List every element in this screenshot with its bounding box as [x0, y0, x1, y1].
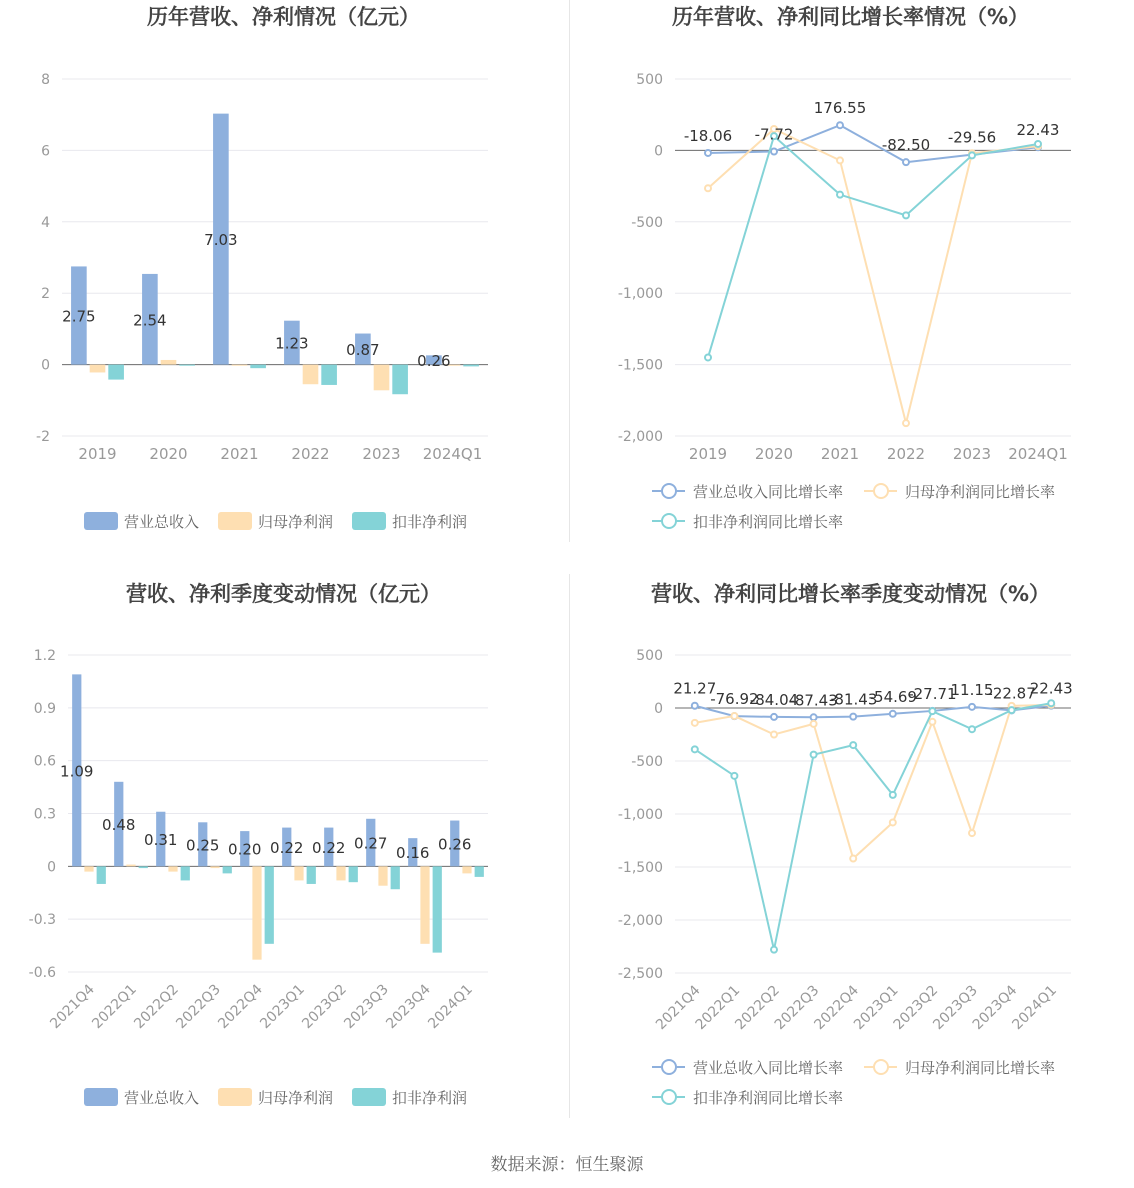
- bar: [475, 866, 484, 877]
- y-tick-label: 2: [41, 286, 50, 303]
- y-tick-label: 0: [47, 859, 56, 876]
- data-point: [969, 830, 975, 836]
- data-label: -29.56: [947, 128, 997, 147]
- data-label: -76.92: [710, 690, 759, 709]
- chart-svg: [567, 576, 1134, 1131]
- x-tick-label: 2022Q2: [131, 981, 182, 1033]
- data-label: -27.71: [908, 684, 957, 703]
- chart-title: 营收、净利季度变动情况（亿元）: [126, 582, 441, 606]
- data-point: [890, 819, 896, 825]
- x-tick-label: 2022Q1: [89, 981, 140, 1033]
- data-point: [771, 732, 777, 738]
- y-tick-label: -1,000: [617, 807, 663, 823]
- y-tick-label: -500: [631, 214, 663, 231]
- legend-label: 归母净利润: [258, 1089, 334, 1107]
- y-tick-label: -0.3: [28, 912, 56, 929]
- bar: [223, 866, 232, 873]
- x-tick-label: 2023: [362, 445, 401, 463]
- series-line: [708, 136, 1038, 357]
- data-label: 7.03: [204, 231, 238, 250]
- bar: [210, 866, 219, 868]
- legend-marker: [662, 514, 676, 528]
- data-label: -87.43: [789, 691, 838, 710]
- data-source-note: 数据来源：恒生聚源: [490, 1155, 644, 1175]
- bar: [433, 866, 442, 952]
- legend-marker: [874, 484, 888, 498]
- data-point: [969, 726, 975, 732]
- bar: [139, 866, 148, 868]
- legend-marker: [662, 484, 676, 498]
- y-tick-label: 0: [41, 357, 50, 374]
- data-label: 0.25: [186, 836, 220, 855]
- data-label: 0.16: [396, 844, 430, 863]
- data-label: 22.43: [1016, 121, 1060, 140]
- annual-revenue-profit-panel: [0, 0, 567, 560]
- panel-divider: [569, 574, 570, 1118]
- x-tick-label: 2022: [291, 445, 330, 463]
- x-tick-label: 2023Q3: [341, 981, 392, 1033]
- data-point: [837, 192, 843, 198]
- bar: [250, 365, 266, 369]
- chart-title: 历年营收、净利同比增长率情况（%）: [671, 5, 1030, 29]
- x-tick-label: 2023Q1: [851, 982, 902, 1034]
- bar: [181, 866, 190, 880]
- bar: [391, 866, 400, 889]
- x-tick-label: 2024Q1: [1009, 982, 1061, 1034]
- data-label: 11.15: [950, 680, 994, 699]
- data-label: 176.55: [813, 99, 867, 118]
- data-label: 2.54: [133, 311, 167, 330]
- x-tick-label: 2019: [688, 445, 728, 463]
- bar: [420, 866, 429, 943]
- data-point: [705, 150, 711, 156]
- y-tick-label: 0.3: [33, 806, 56, 823]
- bar: [126, 865, 135, 867]
- data-point: [850, 742, 856, 748]
- data-point: [692, 720, 698, 726]
- bar: [90, 365, 106, 373]
- data-label: -7.72: [754, 125, 794, 144]
- bar: [378, 866, 387, 885]
- data-point: [771, 947, 777, 953]
- y-tick-label: -2,500: [617, 966, 663, 982]
- legend-label: 营业总收入同比增长率: [693, 1059, 844, 1077]
- x-tick-label: 2023Q4: [969, 982, 1021, 1034]
- chart-svg: [0, 0, 567, 560]
- quarterly-revenue-profit-panel: [0, 576, 567, 1131]
- data-point: [731, 773, 737, 779]
- data-label: 2.75: [62, 307, 96, 326]
- x-tick-label: 2021: [820, 445, 860, 463]
- data-point: [1009, 707, 1015, 713]
- y-tick-label: -2,000: [617, 913, 663, 929]
- y-tick-label: 500: [636, 72, 663, 88]
- legend-label: 归母净利润: [258, 513, 334, 531]
- legend-label: 扣非净利润同比增长率: [693, 513, 844, 531]
- data-point: [1048, 700, 1054, 706]
- series-line: [708, 129, 1038, 423]
- x-tick-label: 2023Q2: [890, 982, 942, 1034]
- legend-swatch: [352, 512, 386, 530]
- x-tick-label: 2024Q1: [422, 445, 483, 463]
- legend-marker: [662, 1060, 676, 1074]
- x-tick-label: 2023Q3: [930, 982, 981, 1034]
- data-label: -22.87: [987, 684, 1036, 703]
- x-tick-label: 2020: [149, 445, 188, 463]
- y-tick-label: -1,000: [617, 286, 663, 303]
- data-label: 0.26: [417, 351, 451, 370]
- bar: [374, 365, 390, 391]
- x-tick-label: 2021Q4: [47, 981, 98, 1033]
- data-label: 0.26: [438, 835, 472, 854]
- legend-label: 扣非净利润: [392, 1089, 468, 1107]
- chart-title: 历年营收、净利情况（亿元）: [147, 5, 420, 29]
- data-point: [890, 711, 896, 717]
- data-label: -54.69: [868, 687, 917, 706]
- data-label: -18.06: [683, 126, 733, 145]
- legend-swatch: [218, 512, 252, 530]
- x-tick-label: 2023Q2: [299, 981, 350, 1033]
- data-point: [850, 856, 856, 862]
- x-tick-label: 2022Q3: [173, 981, 224, 1033]
- data-label: 1.09: [60, 762, 94, 781]
- y-tick-label: -0.6: [28, 965, 56, 981]
- bar: [168, 866, 177, 871]
- y-tick-label: 8: [41, 72, 50, 88]
- x-tick-label: 2021Q4: [653, 982, 704, 1034]
- chart-title: 营收、净利同比增长率季度变动情况（%）: [650, 582, 1051, 606]
- x-tick-label: 2024Q1: [425, 981, 476, 1033]
- data-point: [692, 703, 698, 709]
- series-line: [695, 703, 1051, 949]
- bar: [179, 365, 195, 366]
- data-label: 22.43: [1029, 679, 1073, 698]
- chart-svg: [0, 576, 567, 1131]
- x-tick-label: 2022Q1: [692, 982, 744, 1034]
- legend-swatch: [84, 1088, 118, 1106]
- legend-swatch: [352, 1088, 386, 1106]
- chart-svg: [567, 0, 1134, 560]
- data-point: [850, 714, 856, 720]
- data-point: [692, 746, 698, 752]
- bar: [336, 866, 345, 880]
- data-label: 0.31: [144, 831, 178, 850]
- legend-label: 营业总收入: [124, 513, 200, 531]
- legend-label: 扣非净利润: [392, 513, 468, 531]
- data-point: [771, 714, 777, 720]
- y-tick-label: -2: [36, 429, 50, 445]
- bar: [303, 365, 319, 385]
- y-tick-label: -1,500: [617, 357, 663, 374]
- data-point: [705, 354, 711, 360]
- data-point: [903, 159, 909, 165]
- x-tick-label: 2020: [754, 445, 794, 463]
- data-point: [903, 212, 909, 218]
- x-tick-label: 2022Q3: [771, 982, 823, 1034]
- y-tick-label: 500: [636, 648, 663, 664]
- legend-marker: [874, 1060, 888, 1074]
- data-point: [903, 420, 909, 426]
- bar: [321, 365, 337, 385]
- x-tick-label: 2022Q2: [732, 982, 783, 1034]
- legend-label: 扣非净利润同比增长率: [693, 1089, 844, 1107]
- data-point: [837, 157, 843, 163]
- data-label: 1.23: [275, 334, 309, 353]
- data-point: [837, 122, 843, 128]
- data-point: [969, 152, 975, 158]
- bar: [462, 866, 471, 873]
- x-tick-label: 2022Q4: [215, 981, 266, 1033]
- data-label: 0.48: [102, 816, 136, 835]
- y-tick-label: 6: [41, 143, 50, 160]
- data-point: [929, 708, 935, 714]
- x-tick-label: 2019: [78, 445, 117, 463]
- x-tick-label: 2023: [952, 445, 992, 463]
- data-label: -84.04: [749, 690, 799, 709]
- x-tick-label: 2022Q4: [811, 982, 863, 1034]
- bar: [294, 866, 303, 880]
- data-point: [811, 752, 817, 758]
- bar: [161, 360, 177, 365]
- y-tick-label: -500: [631, 754, 663, 770]
- data-label: 0.20: [228, 840, 262, 859]
- y-tick-label: 4: [41, 214, 50, 231]
- data-point: [890, 792, 896, 798]
- bar: [232, 365, 248, 366]
- data-point: [969, 704, 975, 710]
- data-point: [1035, 141, 1041, 147]
- y-tick-label: 0.9: [33, 700, 56, 717]
- bar: [265, 866, 274, 943]
- legend-marker: [662, 1090, 676, 1104]
- bar: [349, 866, 358, 882]
- bar: [97, 866, 106, 884]
- quarterly-growth-rate-panel: [567, 576, 1134, 1131]
- x-tick-label: 2021: [220, 445, 259, 463]
- y-tick-label: -1,500: [617, 860, 663, 876]
- legend-label: 归母净利润同比增长率: [905, 1059, 1056, 1077]
- data-point: [929, 719, 935, 725]
- bar: [307, 866, 316, 884]
- annual-growth-rate-panel: [567, 0, 1134, 560]
- bar: [463, 365, 479, 367]
- bar: [392, 365, 408, 395]
- data-label: 0.22: [270, 838, 304, 857]
- data-label: 0.22: [312, 838, 346, 857]
- data-label: -81.43: [829, 690, 878, 709]
- bar: [108, 365, 124, 380]
- x-tick-label: 2023Q4: [383, 981, 434, 1033]
- y-tick-label: -2,000: [617, 429, 663, 445]
- data-label: -82.50: [881, 136, 931, 155]
- y-tick-label: 0.6: [33, 753, 56, 770]
- legend-swatch: [218, 1088, 252, 1106]
- x-tick-label: 2023Q1: [257, 981, 308, 1033]
- y-tick-label: 0: [654, 701, 663, 717]
- data-label: 21.27: [673, 679, 717, 698]
- data-point: [811, 721, 817, 727]
- data-point: [705, 185, 711, 191]
- legend-swatch: [84, 512, 118, 530]
- y-tick-label: 1.2: [33, 648, 56, 664]
- bar: [84, 866, 93, 871]
- data-point: [811, 714, 817, 720]
- panel-divider: [569, 0, 570, 542]
- bar: [252, 866, 261, 959]
- data-point: [731, 713, 737, 719]
- x-tick-label: 2024Q1: [1008, 445, 1068, 463]
- legend-label: 归母净利润同比增长率: [905, 483, 1056, 501]
- legend-label: 营业总收入: [124, 1089, 200, 1107]
- legend-label: 营业总收入同比增长率: [693, 483, 844, 501]
- data-label: 0.87: [346, 341, 380, 360]
- data-point: [771, 149, 777, 155]
- data-label: 0.27: [354, 834, 388, 853]
- x-tick-label: 2022: [886, 445, 926, 463]
- y-tick-label: 0: [654, 143, 663, 160]
